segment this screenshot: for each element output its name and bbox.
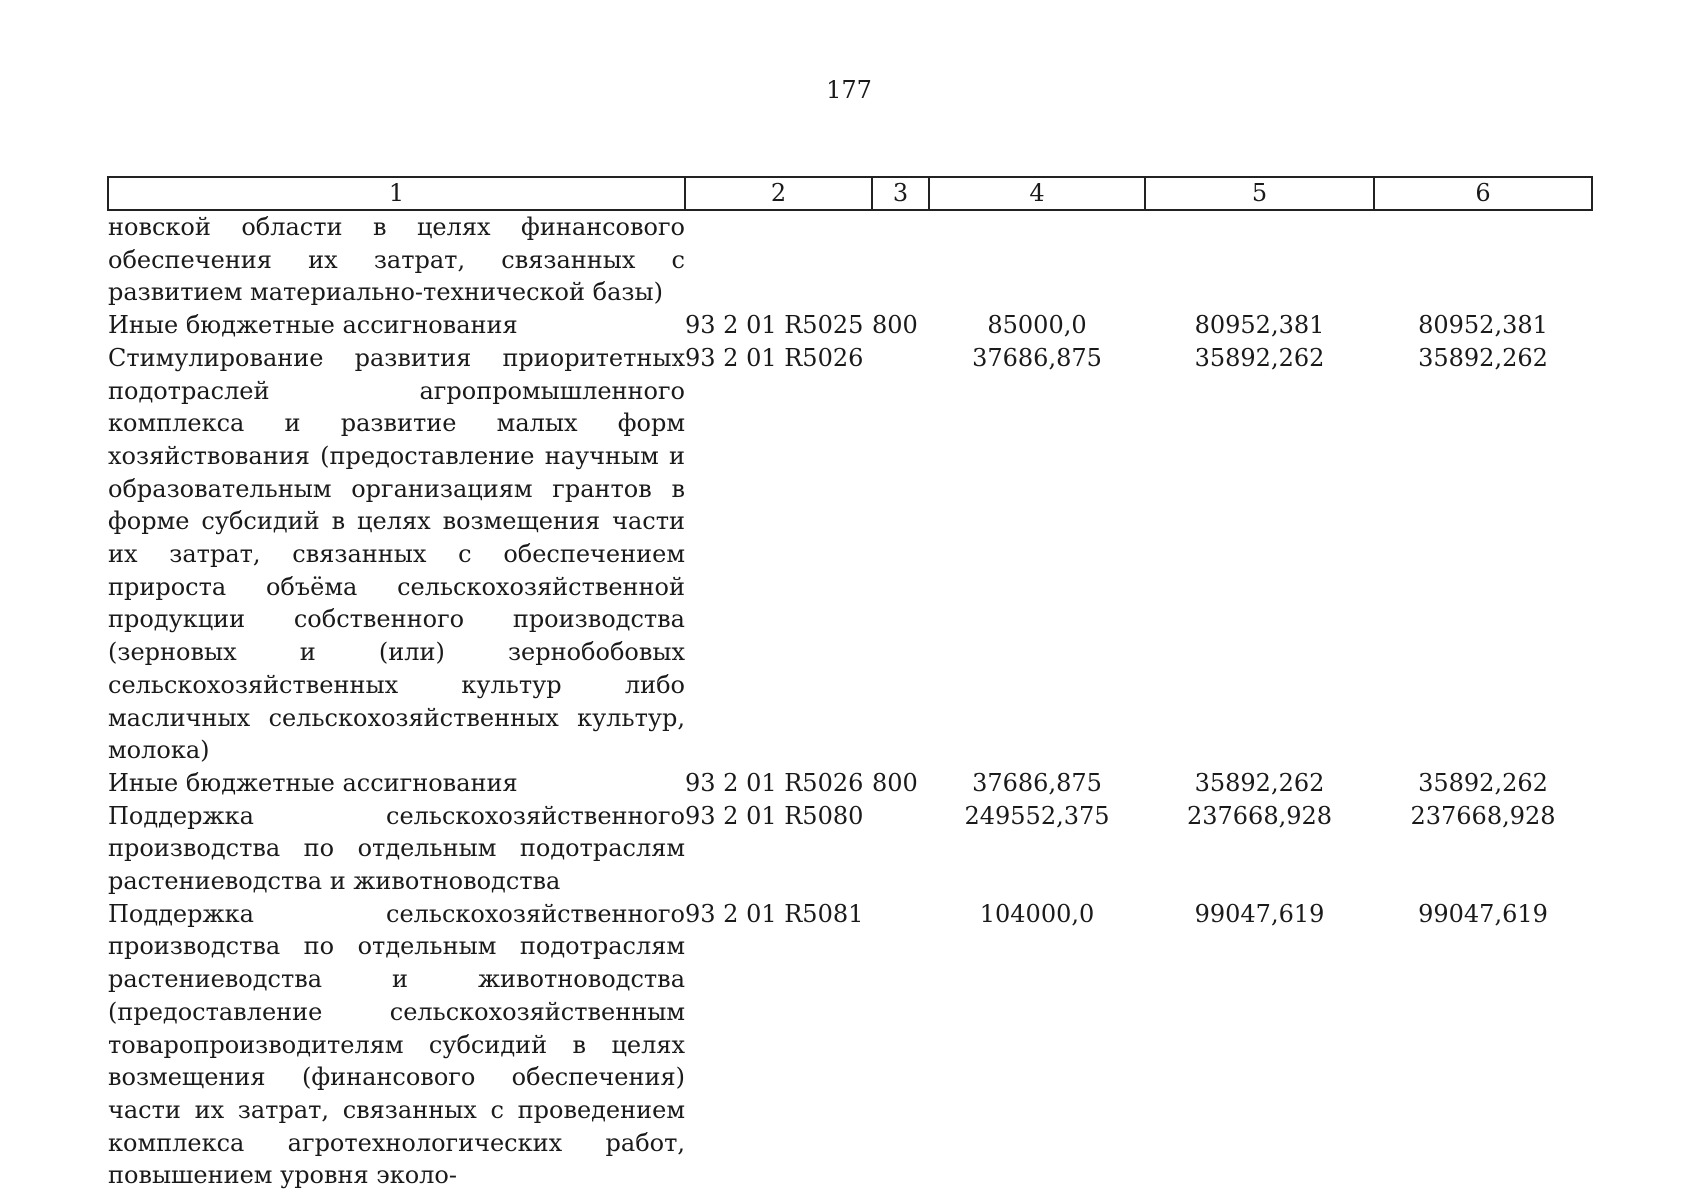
row-type <box>872 800 929 898</box>
table-row <box>108 898 1592 1192</box>
row-code: 93 2 01 R5026 <box>685 343 864 372</box>
row-name: Поддержка сельскохозяйственного производства по отдельным подотраслям растениеводства и животноводства (предоставление сельскохозяйственным товаропроизводителям субсидий в целях возмещения (финансового обеспечения) части их затрат, связанных с проведением комплекса агротехнологических работ, повышением уровня эколо- <box>108 899 685 1190</box>
row-value-6: 99047,619 <box>1418 899 1548 928</box>
row-code: 93 2 01 R5025 <box>685 311 864 340</box>
row-value-4: 37686,875 <box>972 768 1102 797</box>
row-value-5: 80952,381 <box>1194 311 1325 340</box>
column-header-5: 5 <box>1145 177 1374 210</box>
row-name: Стимулирование развития приоритетных подотраслей агропромышленного комплекса и развитие малых форм хозяйствования (предоставление научным и образовательным организациям грантов в форме субсидий в целях возмещения части их затрат, связанных с обеспечением прироста объёма сельскохозяйственной продукции собственного производства (зерновых и (или) зернобобовых сельскохозяйственных культур либо масличных сельскохозяйственных культур, молока) <box>108 343 685 765</box>
column-header-4: 4 <box>929 177 1145 210</box>
row-value-5: 237668,928 <box>1186 801 1333 830</box>
table-row <box>108 767 1592 800</box>
budget-table <box>107 176 1593 1192</box>
row-value-4: 37686,875 <box>972 343 1102 372</box>
row-type <box>872 342 929 767</box>
row-type: 800 <box>872 311 918 340</box>
row-name: новской области в целях финансового обеспечения их затрат, связанных с развитием материально-технической базы) <box>108 213 685 307</box>
page-number: 177 <box>826 76 872 104</box>
row-value-6: 35892,262 <box>1418 343 1548 372</box>
table-row <box>108 342 1592 767</box>
row-value-4: 104000,0 <box>979 899 1095 928</box>
row-code <box>685 210 872 309</box>
row-value-4: 249552,375 <box>964 801 1110 830</box>
row-value-5: 99047,619 <box>1194 899 1325 928</box>
row-code: 93 2 01 R5026 <box>685 768 864 797</box>
row-name: Иные бюджетные ассигнования <box>108 311 518 340</box>
header-row <box>108 177 1592 210</box>
column-header-3: 3 <box>872 177 929 210</box>
column-header-1: 1 <box>108 177 685 210</box>
column-header-2: 2 <box>685 177 872 210</box>
row-value-5: 35892,262 <box>1194 343 1325 372</box>
row-value-4: 85000,0 <box>987 311 1087 340</box>
row-code: 93 2 01 R5081 <box>685 899 864 928</box>
row-value-4 <box>929 210 1145 309</box>
row-type: 800 <box>872 768 918 797</box>
table-row <box>108 210 1592 309</box>
row-value-5: 35892,262 <box>1194 768 1325 797</box>
row-type <box>872 210 929 309</box>
table-row <box>108 800 1592 898</box>
table-row <box>108 309 1592 342</box>
row-name: Иные бюджетные ассигнования <box>108 768 518 797</box>
row-name: Поддержка сельскохозяйственного производства по отдельным подотраслям растениеводства и животноводства <box>108 801 685 896</box>
row-value-6: 237668,928 <box>1410 801 1556 830</box>
row-value-6: 80952,381 <box>1418 311 1548 340</box>
row-value-6: 35892,262 <box>1418 768 1548 797</box>
row-type <box>872 898 929 1192</box>
row-value-6 <box>1374 210 1592 309</box>
column-header-6: 6 <box>1374 177 1592 210</box>
row-code: 93 2 01 R5080 <box>685 801 864 830</box>
row-value-5 <box>1145 210 1374 309</box>
